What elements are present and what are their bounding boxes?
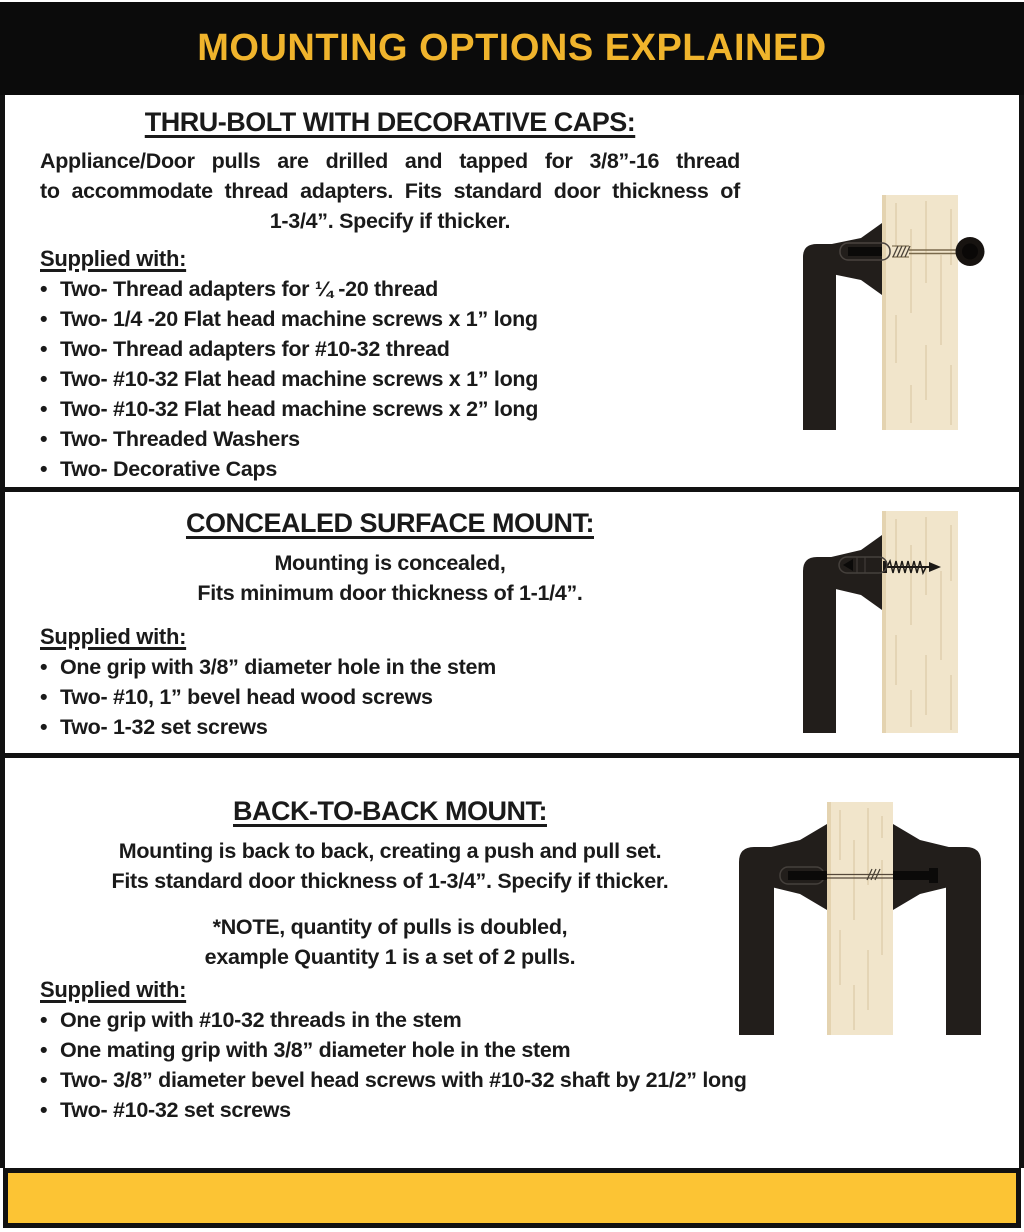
list-item-text: One mating grip with 3/8” diameter hole in the stem bbox=[60, 1038, 571, 1062]
note-line: example Quantity 1 is a set of 2 pulls. bbox=[204, 945, 576, 969]
description-line: Mounting is back to back, creating a push and pull set. bbox=[118, 839, 662, 863]
list-item-text: One grip with 3/8” diameter hole in the stem bbox=[60, 655, 497, 679]
list-item bbox=[40, 1095, 870, 1125]
description-line: Fits minimum door thickness of 1-1/4”. bbox=[197, 581, 583, 605]
note-line: *NOTE, quantity of pulls is doubled, bbox=[212, 915, 568, 939]
list-item bbox=[40, 454, 750, 484]
door-plank bbox=[827, 802, 893, 1035]
list-item bbox=[40, 682, 750, 712]
list-item bbox=[40, 394, 750, 424]
list-item-text: Two- 3/8” diameter bevel head screws with #10-32 shaft by 21/2” long bbox=[60, 1068, 747, 1092]
bullet-icon: • bbox=[40, 1038, 48, 1062]
thru-bolt-illustration-svg bbox=[795, 195, 1015, 430]
bullet-icon: • bbox=[40, 1098, 48, 1122]
section-note bbox=[40, 912, 740, 972]
bullet-icon: • bbox=[40, 427, 48, 451]
bullet-icon: • bbox=[40, 685, 48, 709]
list-item bbox=[40, 334, 750, 364]
section-description bbox=[40, 836, 740, 896]
list-item bbox=[40, 424, 750, 454]
list-item-text: Two- 1-32 set screws bbox=[60, 715, 268, 739]
pull-handle-right bbox=[893, 824, 981, 1035]
list-item-text: Two- Thread adapters for #10-32 thread bbox=[60, 337, 450, 361]
list-item bbox=[40, 304, 750, 334]
list-item bbox=[40, 1065, 870, 1095]
door-plank bbox=[882, 511, 958, 733]
list-item-text: Two- #10, 1” bevel head wood screws bbox=[60, 685, 433, 709]
list-item-text: Two- Threaded Washers bbox=[60, 427, 300, 451]
back-to-back-illustration bbox=[730, 790, 1000, 1040]
content-area bbox=[0, 95, 1024, 1168]
list-item-text: Two- Thread adapters for ¼ -20 thread bbox=[60, 277, 438, 301]
list-item-text: Two- 1/4 -20 Flat head machine screws x 1” long bbox=[60, 307, 538, 331]
header-bar bbox=[0, 2, 1024, 95]
section-heading: THRU-BOLT WITH DECORATIVE CAPS: bbox=[144, 107, 636, 137]
bullet-icon: • bbox=[40, 457, 48, 481]
list-item-text: Two- Decorative Caps bbox=[60, 457, 278, 481]
section-back-to-back bbox=[5, 758, 1019, 1168]
bullet-icon: • bbox=[40, 367, 48, 391]
description-line: 1-3/4”. Specify if thicker. bbox=[269, 209, 511, 233]
pull-handle bbox=[803, 535, 882, 733]
bullet-icon: • bbox=[40, 337, 48, 361]
list-item-text: Two- #10-32 set screws bbox=[60, 1098, 291, 1122]
description-line: to accommodate thread adapters. Fits standard door thickness of bbox=[40, 179, 740, 203]
supplied-list bbox=[40, 652, 750, 742]
bullet-icon: • bbox=[40, 397, 48, 421]
description-line: Appliance/Door pulls are drilled and tapped for 3/8”-16 thread bbox=[40, 149, 740, 173]
bullet-icon: • bbox=[40, 1008, 48, 1032]
supplied-with-label: Supplied with: bbox=[40, 977, 187, 1002]
description-line: Fits standard door thickness of 1-3/4”. Specify if thicker. bbox=[111, 869, 669, 893]
door-plank bbox=[882, 195, 958, 430]
supplied-with-label: Supplied with: bbox=[40, 624, 187, 649]
list-item bbox=[40, 274, 750, 304]
thru-bolt-illustration bbox=[795, 195, 1015, 435]
list-item bbox=[40, 652, 750, 682]
concealed-mount-illustration bbox=[795, 505, 1015, 738]
concealed-mount-illustration-svg bbox=[795, 505, 1015, 733]
section-thru-bolt bbox=[5, 95, 1019, 492]
list-item bbox=[40, 712, 750, 742]
bullet-icon: • bbox=[40, 1068, 48, 1092]
list-item-text: Two- #10-32 Flat head machine screws x 2” long bbox=[60, 397, 539, 421]
section-heading: CONCEALED SURFACE MOUNT: bbox=[185, 508, 594, 538]
section-description bbox=[40, 548, 740, 608]
supplied-list bbox=[40, 274, 750, 484]
page-title: MOUNTING OPTIONS EXPLAINED bbox=[197, 27, 827, 69]
bullet-icon: • bbox=[40, 277, 48, 301]
description-line: Mounting is concealed, bbox=[274, 551, 506, 575]
section-heading: BACK-TO-BACK MOUNT: bbox=[233, 796, 547, 826]
section-description bbox=[40, 146, 740, 236]
list-item-text: Two- #10-32 Flat head machine screws x 1” long bbox=[60, 367, 539, 391]
list-item bbox=[40, 364, 750, 394]
list-item-text: One grip with #10-32 threads in the stem bbox=[60, 1008, 462, 1032]
section-concealed-mount bbox=[5, 492, 1019, 758]
decorative-cap-icon bbox=[956, 237, 985, 266]
footer-accent-bar bbox=[3, 1168, 1021, 1228]
supplied-with-label: Supplied with: bbox=[40, 246, 187, 271]
bullet-icon: • bbox=[40, 655, 48, 679]
bullet-icon: • bbox=[40, 715, 48, 739]
back-to-back-illustration-svg bbox=[730, 790, 1000, 1035]
bullet-icon: • bbox=[40, 307, 48, 331]
pull-handle-left bbox=[739, 824, 827, 1035]
